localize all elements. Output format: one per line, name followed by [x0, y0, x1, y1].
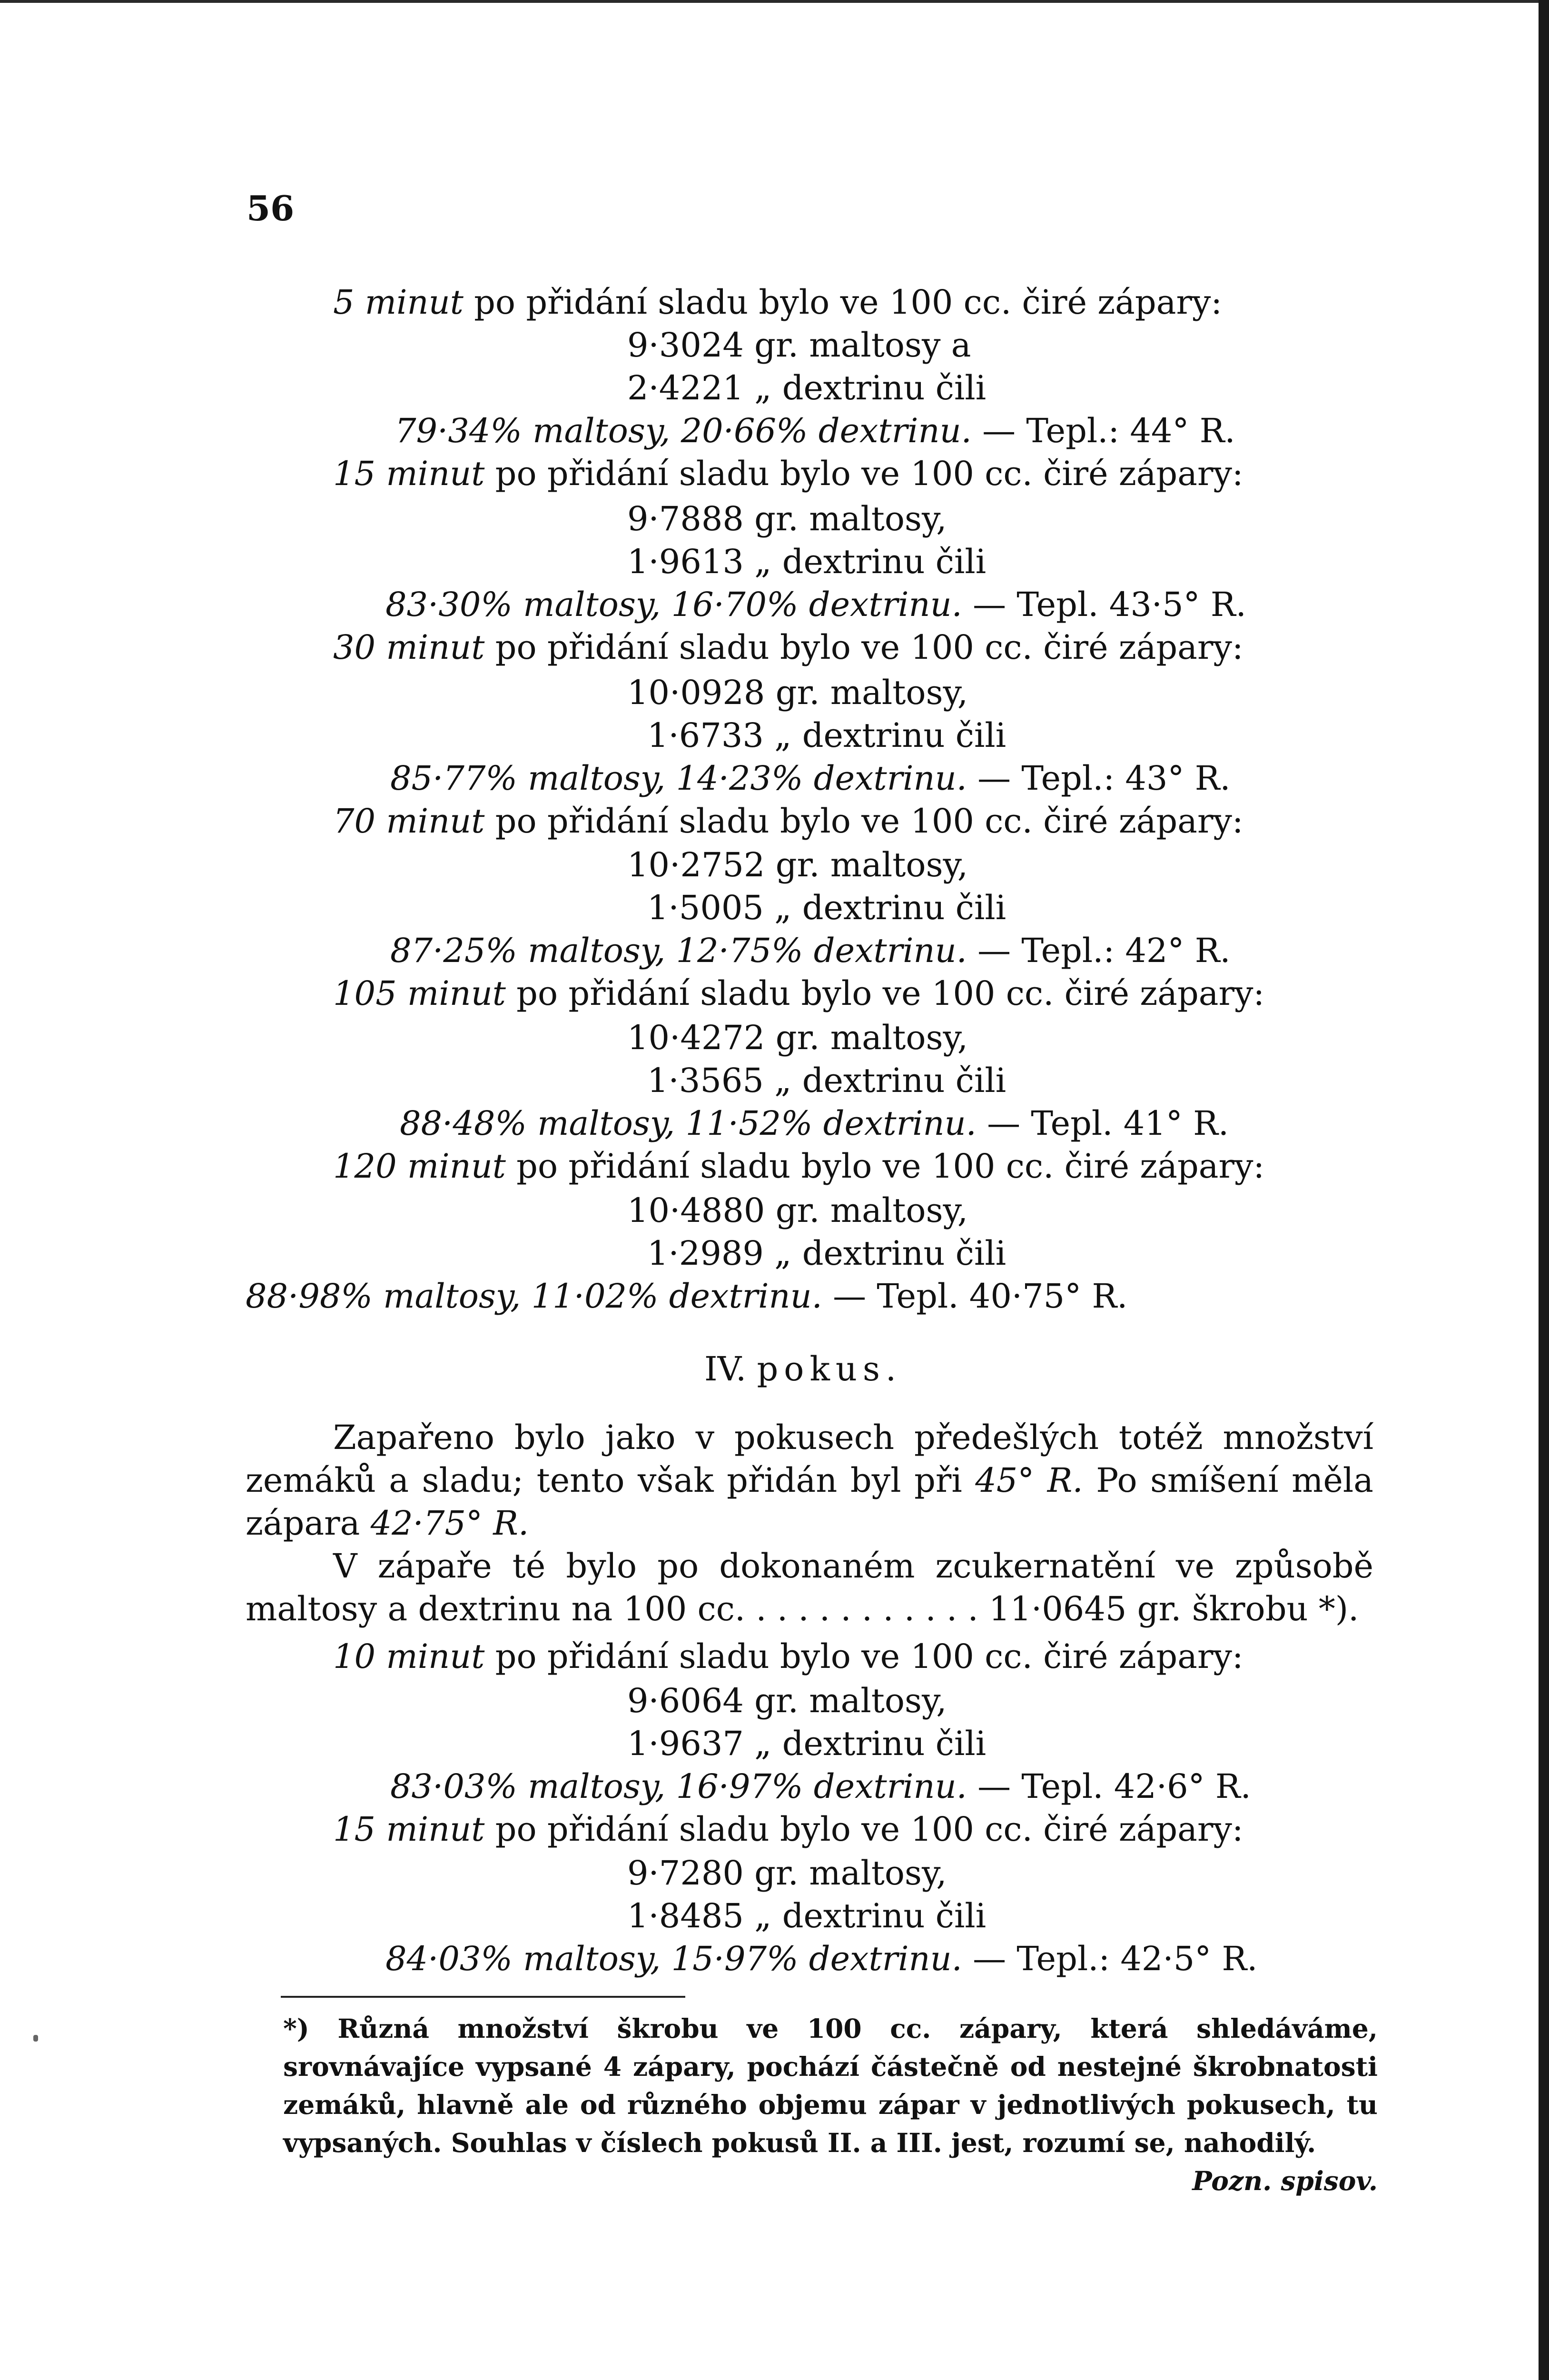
entry-result: 84·03% maltosy, 15·97% dextrinu. — Tepl.: 42·5° R. [385, 1939, 1258, 1978]
footnote-signature: Pozn. spisov. [1192, 2165, 1378, 2196]
entry-dextrin: 1·9637 „ dextrinu čili [627, 1724, 987, 1763]
scan-speck [33, 2035, 38, 2042]
entry-maltose: 10·2752 gr. maltosy, [627, 845, 968, 884]
page-edge-right [1539, 0, 1549, 2380]
paragraph-starch: V zápaře té bylo po dokonaném zcukernatění ve způsobě maltosy a dextrinu na 100 cc. . . . . . . . . . . . 11·0645 gr. škrobu *). [246, 1547, 1373, 1628]
entry-result: 85·77% maltosy, 14·23% dextrinu. — Tepl.: 43° R. [390, 759, 1231, 798]
entry-result: 83·30% maltosy, 16·70% dextrinu. — Tepl. 43·5° R. [385, 585, 1246, 624]
page-edge-top [0, 0, 1549, 3]
entry-maltose: 10·0928 gr. maltosy, [627, 673, 968, 712]
entry-result: 79·34% maltosy, 20·66% dextrinu. — Tepl.: 44° R. [395, 411, 1235, 450]
entry-heading: 120 minut po přidání sladu bylo ve 100 cc. čiré zápary: [333, 1147, 1265, 1186]
entry-heading: 70 minut po přidání sladu bylo ve 100 cc. čiré zápary: [333, 802, 1243, 841]
entry-result: 88·48% maltosy, 11·52% dextrinu. — Tepl. 41° R. [400, 1104, 1229, 1143]
entry-heading: 30 minut po přidání sladu bylo ve 100 cc. čiré zápary: [333, 628, 1243, 667]
footnote-rule [281, 1996, 685, 1998]
entry-maltose: 9·7280 gr. maltosy, [627, 1854, 947, 1893]
entry-result: 87·25% maltosy, 12·75% dextrinu. — Tepl.: 42° R. [390, 931, 1231, 970]
entry-dextrin: 2·4221 „ dextrinu čili [627, 368, 987, 407]
entry-maltose: 9·6064 gr. maltosy, [627, 1681, 947, 1720]
paragraph-intro: Zapařeno bylo jako v pokusech předešlých totéž množství zemáků a sladu; tento však přidán byl při 45° R. Po smíšení měla zápara 42·75° R. [246, 1418, 1374, 1543]
entry-heading: 5 minut po přidání sladu bylo ve 100 cc. čiré zápary: [333, 283, 1223, 322]
entry-maltose: 10·4272 gr. maltosy, [627, 1018, 968, 1057]
entry-result: 88·98% maltosy, 11·02% dextrinu. — Tepl. 40·75° R. [246, 1277, 1128, 1316]
entry-maltose: 9·3024 gr. maltosy a [627, 326, 971, 365]
entry-maltose: 9·7888 gr. maltosy, [627, 499, 947, 538]
footnote: *) Různá množství škrobu ve 100 cc. zápary, která shledáváme, srovnávajíce vypsané 4 zápary, pochází částečně od nestejné škrobnatosti zemáků, hlavně ale od různého objemu zápar v jednotlivých pokusech, tu vypsaných. Souhlas v číslech pokusů II. a III. jest, rozumí se, nahodilý. Pozn. spisov. [283, 2010, 1378, 2200]
entry-dextrin: 1·9613 „ dextrinu čili [627, 542, 987, 581]
entry-dextrin: 1·2989 „ dextrinu čili [647, 1234, 1006, 1273]
entry-dextrin: 1·3565 „ dextrinu čili [647, 1061, 1006, 1100]
entry-dextrin: 1·8485 „ dextrinu čili [627, 1896, 987, 1935]
page-number: 56 [247, 188, 295, 228]
section-heading: IV. pokus. [704, 1349, 902, 1388]
entry-dextrin: 1·6733 „ dextrinu čili [647, 716, 1006, 755]
entry-heading: 105 minut po přidání sladu bylo ve 100 cc. čiré zápary: [333, 974, 1265, 1013]
entry-heading: 15 minut po přidání sladu bylo ve 100 cc. čiré zápary: [333, 1810, 1243, 1849]
entry-dextrin: 1·5005 „ dextrinu čili [647, 888, 1006, 927]
entry-maltose: 10·4880 gr. maltosy, [627, 1191, 968, 1230]
entry-result: 83·03% maltosy, 16·97% dextrinu. — Tepl. 42·6° R. [390, 1767, 1251, 1806]
entry-heading: 10 minut po přidání sladu bylo ve 100 cc. čiré zápary: [333, 1637, 1243, 1676]
entry-heading: 15 minut po přidání sladu bylo ve 100 cc. čiré zápary: [333, 454, 1243, 493]
